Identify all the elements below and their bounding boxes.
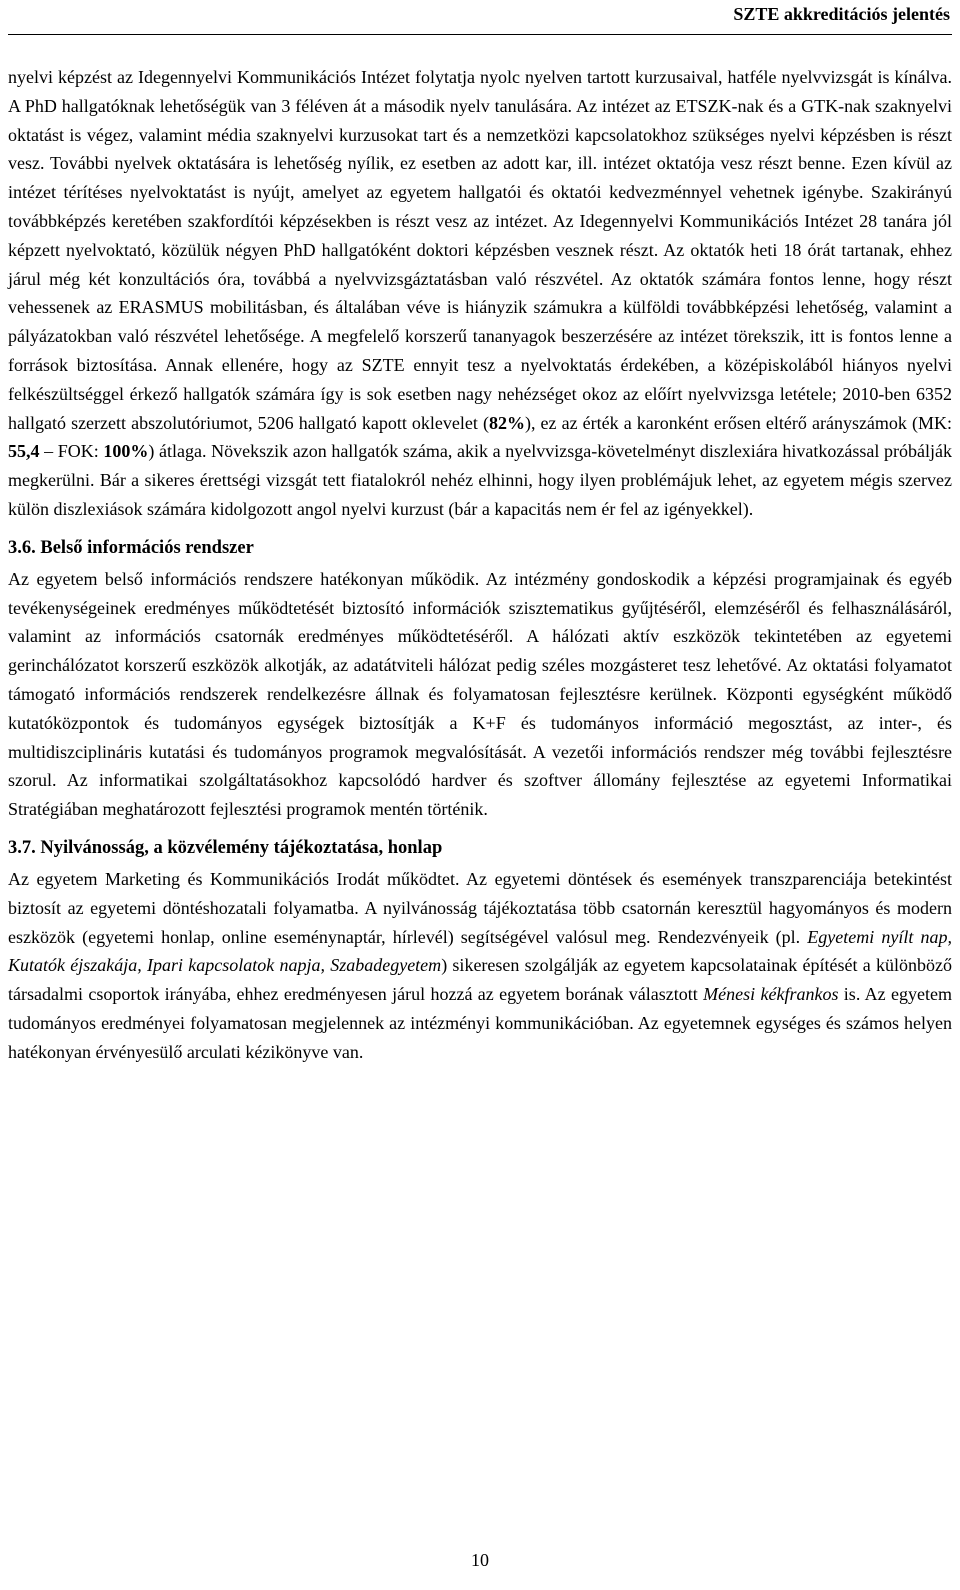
text-run: – FOK: (39, 441, 104, 462)
text-run: ), ez az érték a karonként erősen eltérő arányszámok (MK: (524, 412, 953, 433)
section-heading-3-7: 3.7. Nyilvánosság, a közvélemény tájékoztatása, honlap (8, 837, 443, 858)
header-rule (8, 34, 952, 35)
text-run: ) átlaga. Növekszik azon hallgatók száma, akik a nyelvvizsga-követelményt diszlexiára hivatkozással próbálják megkerülni. Bár a sikeres érettségi vizsgát tett fiatalokról nehéz elhinni, hogy ilyen problémájuk lehet, az egyetem mégis szervez külön diszlexiások számára kidolgozott angol nyelvi kurzust (bár a kapacitás nem ér fel az igényekkel). (8, 441, 952, 519)
text-run: is. Az egyetem tudományos eredményei folyamatosan megjelennek az intézményi kommunikációban. Az egyetemnek egységes és számos helyen hatékonyan érvényesülő arculati kézikönyve van. (8, 984, 952, 1062)
paragraph-publicity (8, 865, 952, 1067)
text-run: nyelvi képzést az Idegennyelvi Kommunikációs Intézet folytatja nyolc nyelven tartott kurzusaival, hatféle nyelvvizsgát is kínálva. A PhD hallgatóknak lehetőségük van 3 féléven át a második nyelv tanulására. Az intézet az ETSZK-nak és a GTK-nak szaknyelvi oktatást is végez, valamint média szaknyelvi kurzusokat tart és a nemzetközi kapcsolatokhoz szükséges nyelvi képzésben is részt vesz. További nyelvek oktatására is lehetőség nyílik, ez esetben az adott kar, ill. intézet oktatója vesz részt benne. (8, 67, 952, 174)
bold-value: 100% (103, 441, 149, 462)
italic-run: Ménesi kékfrankos (703, 984, 839, 1005)
bold-value: 55,4 (8, 441, 40, 462)
body-text (8, 63, 952, 1067)
italic-run: Egyetemi nyílt nap, Kutatók éjszakája, Ipari kapcsolatok napja, Szabadegyetem (8, 926, 952, 976)
paragraph-information-system: Az egyetem belső információs rendszere hatékonyan működik. Az intézmény gondoskodik a képzési programjainak és egyéb tevékenységeinek eredményes működtetését biztosító információk szisztematikus gyűjtéséről, elemzéséről és felhasználásáról, valamint az információs csatornák eredményes működtetéséről. A hálózati aktív eszközök tekintetében az egyetemi gerinchálózatot korszerű eszközök alkotják, az adatátviteli hálózat pedig széles mozgásteret tesz lehetővé. Az oktatási folyamatot támogató információs rendszerek rendelkezésre állnak és folyamatosan fejlesztésre kerülnek. Központi egységként működő kutatóközpontok és tudományos egységek biztosítják a K+F és tudományos információ megosztást, az inter-, és multidiszciplináris kutatási és tudományos programok megvalósítását. A vezetői információs rendszer még további fejlesztésre szorul. Az informatikai szolgáltatásokhoz kapcsolódó hardver és szoftver állomány fejlesztése az egyetemi Informatikai Stratégiában meghatározott fejlesztési programok mentén történik. (8, 568, 952, 820)
text-run: Ezen kívül az intézet térítéses nyelvoktatást is nyújt, amelyet az egyetem hallgatói és oktatói kedvezménnyel vehetnek igénybe. Szakirányú továbbképzés keretében szakfordítói képzésekben is részt vesz az intézet. Az Idegennyelvi Kommunikációs Intézet 28 tanára jól képzett nyelvoktató, közülük négyen PhD hallgatóként doktori képzésben vesznek részt. Az oktatók heti 18 órát tartanak, ehhez járul még két konzultációs óra, továbbá a nyelvvizsgáztatásban való részvétel. Az oktatók számára fontos lenne, hogy részt vehessenek az ERASMUS mobilitásban, és általában véve is hiányzik számukra a külföldi továbbképzési lehetőség, valamint a pályázatokban való részvétel lehetősége. A megfelelő korszerű tananyagok beszerzésére az intézet törekszik, itt is fontos lenne a források biztosítása. Annak ellenére, hogy az SZTE ennyit tesz a nyelvoktatás érdekében, a középiskolából hiányos nyelvi felkészültséggel érkező hallgatók számára így is sok esetben nagy nehézséget okoz az előírt nyelvvizsga letétele; 2010-ben 6352 hallgató szerzett abszolutóriumot, 5206 hallgató kapott oklevelet ( (8, 153, 952, 433)
text-run: Az egyetem Marketing és Kommunikációs Irodát működtet. Az egyetemi döntések és események transzparenciája betekintést biztosít az egyetemi döntéshozatali folyamatba. A nyilvánosság tájékoztatása több csatornán keresztül hagyományos és modern eszközök (egyetemi honlap, online eseménynaptár, hírlevél) segítségével valósul meg. Rendezvényeik (pl. (8, 868, 952, 947)
paragraph-language-training (8, 63, 952, 524)
running-header: SZTE akkreditációs jelentés (733, 4, 950, 24)
bold-value: 82% (488, 412, 525, 433)
section-heading-3-6: 3.6. Belső információs rendszer (8, 537, 254, 558)
text-run: ) sikeresen szolgálják az egyetem kapcsolatainak építését a különböző társadalmi csoportok irányába, ehhez eredményesen járul hozzá az egyetem borának választott (8, 955, 952, 1005)
page-number: 10 (471, 1550, 489, 1570)
